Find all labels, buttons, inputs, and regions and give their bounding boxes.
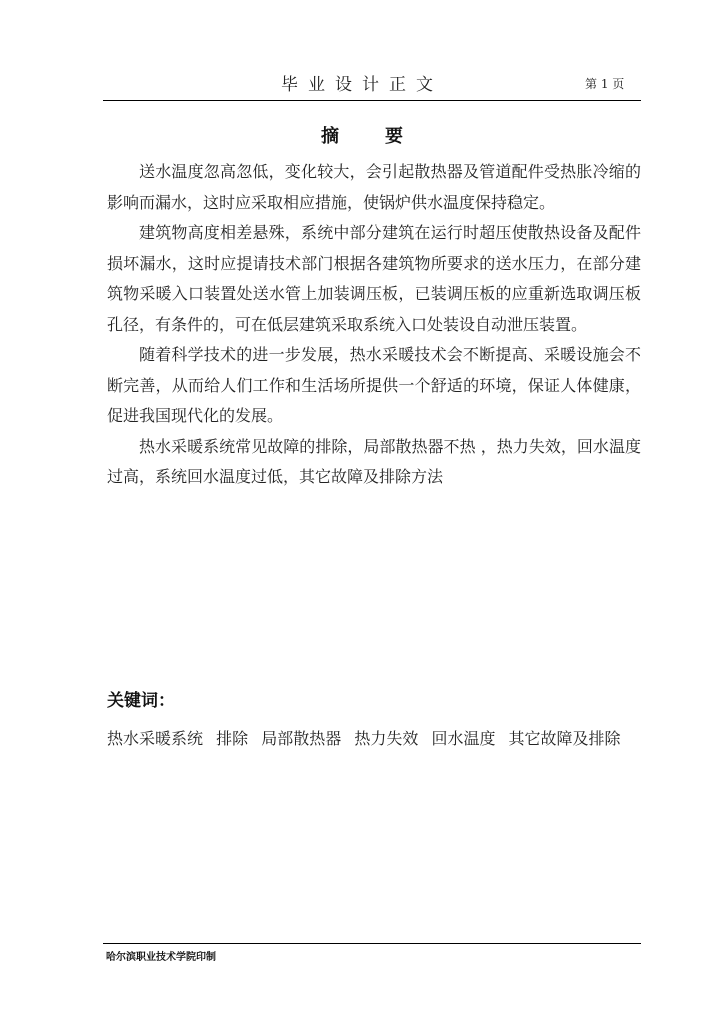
keyword-item: 热水采暖系统 bbox=[107, 729, 204, 748]
document-header-title: 毕业设计正文 bbox=[281, 75, 443, 95]
keywords-heading: 关键词： bbox=[107, 691, 175, 711]
abstract-paragraph-3: 随着科学技术的进一步发展，热水采暖技术会不断提高、采暖设施会不断完善，从而给人们工作和生活场所提供一个舒适的环境，保证人体健康，促进我国现代化的发展。 bbox=[107, 345, 641, 425]
keyword-item: 局部散热器 bbox=[261, 729, 342, 748]
keyword-item: 其它故障及排除 bbox=[508, 729, 621, 748]
abstract-paragraph-2: 建筑物高度相差悬殊，系统中部分建筑在运行时超压使散热设备及配件损坏漏水，这时应提请技术部门根据各建筑物所要求的送水压力，在部分建筑物采暖入口装置处送水管上加装调压板，已装调压板的应重新选取调压板孔径，有条件的，可在低层建筑采取系统入口处装设自动泄压装置。 bbox=[107, 223, 641, 334]
footer-institution: 哈尔滨职业技术学院印制 bbox=[106, 952, 216, 963]
header-divider bbox=[103, 100, 641, 101]
keyword-item: 热力失效 bbox=[354, 729, 419, 748]
abstract-title: 摘要 bbox=[321, 126, 449, 147]
keyword-item: 排除 bbox=[216, 729, 249, 748]
keywords-list bbox=[107, 726, 629, 749]
abstract-paragraph-4: 热水采暖系统常见故障的排除，局部散热器不热 ，热力失效，回水温度过高，系统回水温度过低，其它故障及排除方法 bbox=[107, 436, 641, 486]
footer-divider bbox=[103, 943, 641, 944]
abstract-paragraph-1: 送水温度忽高忽低，变化较大，会引起散热器及管道配件受热胀冷缩的影响而漏水，这时应采取相应措施，使锅炉供水温度保持稳定。 bbox=[107, 162, 641, 212]
keyword-item: 回水温度 bbox=[431, 729, 496, 748]
page-number: 第 1 页 bbox=[585, 77, 625, 91]
abstract-body bbox=[107, 157, 641, 493]
